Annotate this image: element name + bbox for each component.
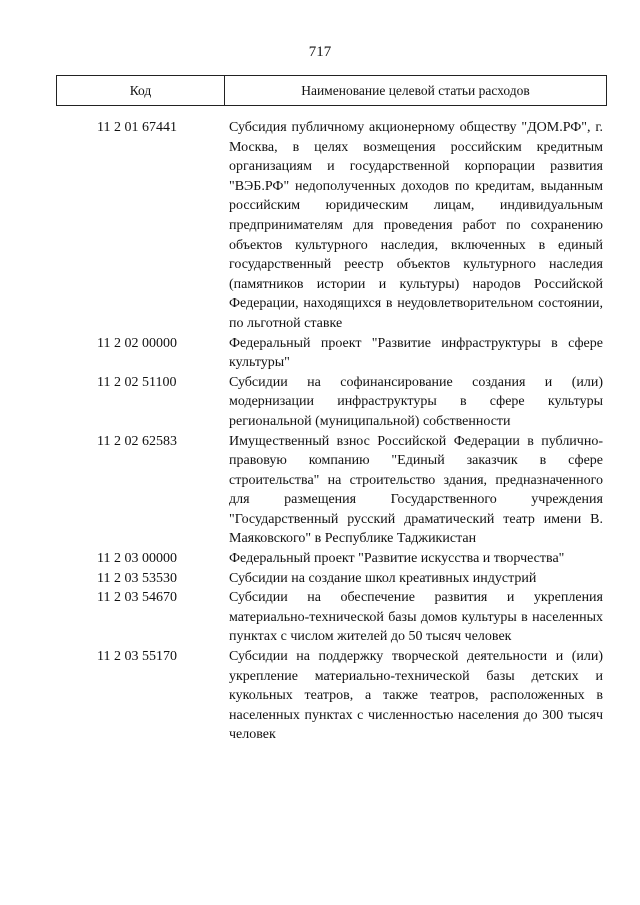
row-code: 11 2 02 62583 xyxy=(97,433,177,449)
table-row xyxy=(0,334,640,373)
table-row xyxy=(0,588,640,647)
row-description: Субсидии на поддержку творческой деятельности и (или) укрепление материально-технической базы детских и кукольных театров, а также театров, расположенных в населенных пунктах с численностью населения до 300 тысяч человек xyxy=(229,649,603,743)
table-row xyxy=(0,432,640,550)
table-header xyxy=(56,75,607,106)
row-description: Субсидии на создание школ креативных индустрий xyxy=(229,570,537,586)
row-code: 11 2 03 53530 xyxy=(97,570,177,586)
table-row xyxy=(0,647,640,745)
row-code: 11 2 03 55170 xyxy=(97,649,177,665)
table-row xyxy=(0,549,640,569)
row-description: Федеральный проект "Развитие искусства и творчества" xyxy=(229,551,565,567)
row-description: Имущественный взнос Российской Федерации в публично-правовую компанию "Единый заказчик в сфере строительства" на строительство здания, предназначенного для размещения Государственного учреждения "Государственный русский драматический театр имени В. Маяковского" в Республике Таджикистан xyxy=(229,433,603,547)
column-header-name: Наименование целевой статьи расходов xyxy=(301,82,530,98)
table-row xyxy=(0,118,640,334)
row-code: 11 2 02 00000 xyxy=(97,335,177,351)
row-description: Субсидии на обеспечение развития и укрепления материально-технической базы домов культуры в населенных пунктах с числом жителей до 50 тысяч человек xyxy=(229,590,603,645)
row-description: Федеральный проект "Развитие инфраструктуры в сфере культуры" xyxy=(229,335,603,371)
table-row xyxy=(0,569,640,589)
page-number: 717 xyxy=(308,44,332,60)
table-body xyxy=(0,118,640,745)
row-code: 11 2 01 67441 xyxy=(97,120,177,135)
row-code: 11 2 02 51100 xyxy=(97,374,177,390)
row-description: Субсидии на софинансирование создания и (или) модернизации инфраструктуры в сфере культуры региональной (муниципальной) собственности xyxy=(229,374,603,429)
row-description: Субсидия публичному акционерному обществу "ДОМ.РФ", г. Москва, в целях возмещения российским кредитным организациям и государственной корпорации развития "ВЭБ.РФ" недополученных доходов по кредитам, выданным российским юридическим лицам, индивидуальным предпринимателям для проведения работ по сохранению объектов культурного наследия, включенных в единый государственный реестр объектов культурного наследия (памятников истории и культуры) народов Российской Федерации, находящихся в неудовлетворительном состоянии, по льготной ставке xyxy=(229,120,603,331)
row-code: 11 2 03 00000 xyxy=(97,551,177,567)
row-code: 11 2 03 54670 xyxy=(97,590,177,606)
column-header-code: Код xyxy=(57,76,225,105)
table-row xyxy=(0,373,640,432)
